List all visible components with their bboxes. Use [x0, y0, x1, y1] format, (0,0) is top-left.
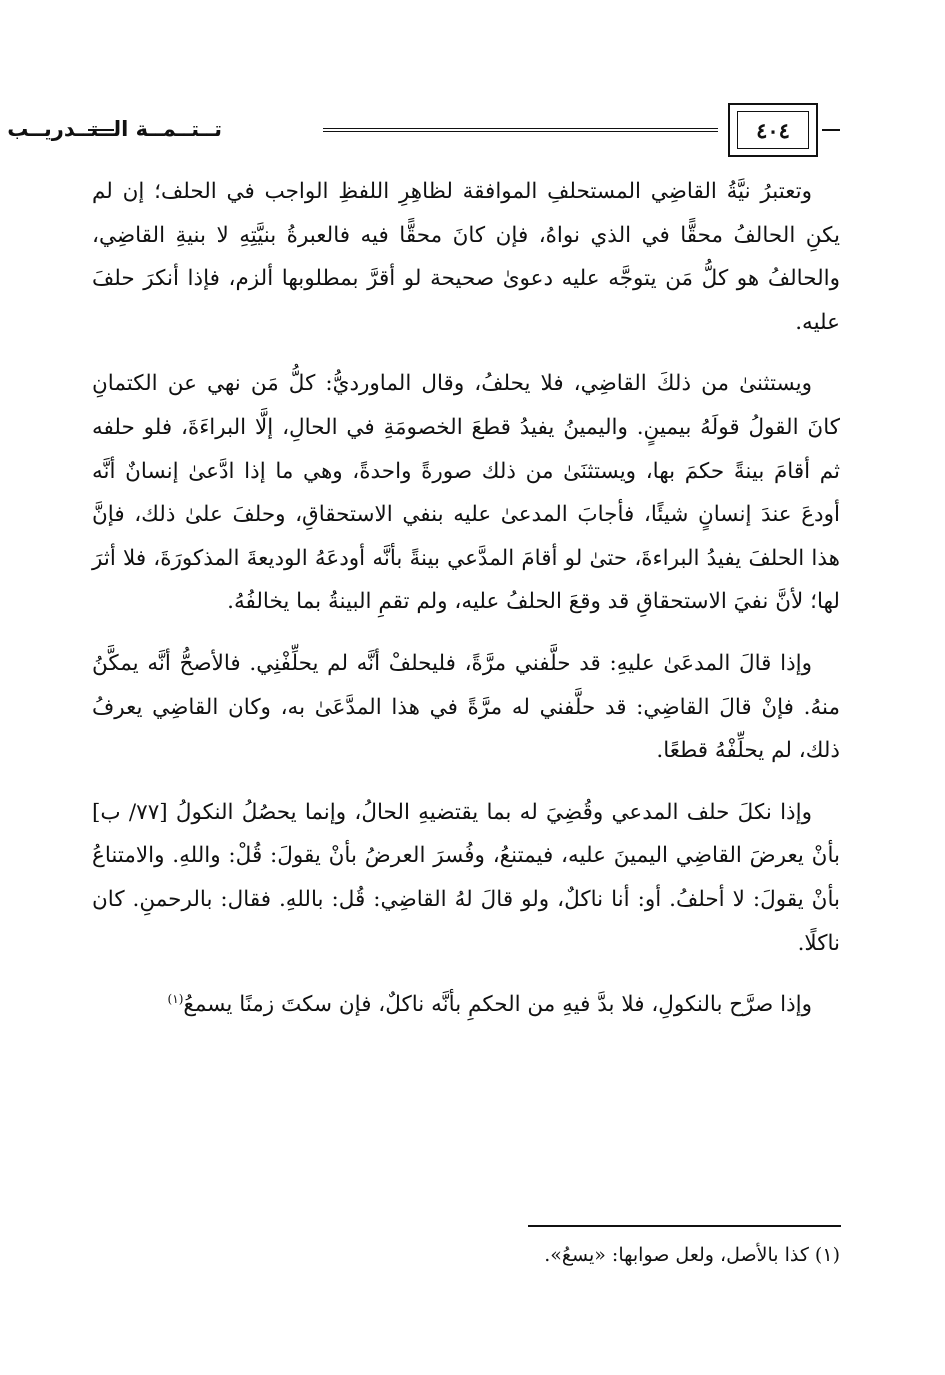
footnote: (١) كذا بالأصل، ولعل صوابها: «يسعُ». [544, 1244, 840, 1266]
footnote-separator [528, 1225, 841, 1227]
page-number: ٤٠٤ [737, 111, 809, 149]
page-number-frame [728, 103, 818, 157]
header-rule [323, 128, 718, 132]
paragraph: وإذا نكلَ حلف المدعي وقُضِيَ له بما يقتضيهِ الحالُ، وإنما يحصُلُ النكولُ [٧٧/ ب] بأنْ يعرضَ القاضِي اليمينَ عليه، فيمتنعُ، وفُسرَ العرضُ بأنْ يقولَ: قُلْ: واللهِ. والامتناعُ بأنْ يقولَ: لا أحلفُ. أو: أنا ناكلٌ، ولو قالَ لهُ القاضِي: قُل: باللهِ. فقال: بالرحمنِ. كان ناكلًا. [92, 799, 840, 956]
paragraph-last [92, 983, 840, 1027]
paragraph: ويستثنىٰ من ذلكَ القاضِي، فلا يحلفُ، وقال الماورديُّ: كلُّ مَن نهي عن الكتمانِ كانَ القولُ قولَهُ بيمينٍ. واليمينُ يفيدُ قطعَ الخصومَةِ في الحالِ، إلَّا البراءَةَ، فلو حلفه ثم أقامَ بينةً حكمَ بها، ويستثنَىٰ من ذلك صورةً واحدةً، وهي ما إذا ادَّعىٰ إنسانٌ أنَّه أودعَ عندَ إنسانٍ شيئًا، فأجابَ المدعىٰ عليه بنفي الاستحقاقِ، وحلفَ علىٰ ذلك، فإنَّ هذا الحلفَ يفيدُ البراءةَ، حتىٰ لو أقامَ المدَّعي بينةً بأنَّه أودعَهُ الوديعةَ المذكورَةَ، فلا أثرَ لها؛ لأنَّ نفيَ الاستحقاقِ قد وقعَ الحلفُ عليه، ولم تقمِ البينةُ بما يخالفُهُ. [92, 371, 840, 615]
page-header [7, 95, 840, 167]
header-dash-right [822, 129, 840, 131]
footnote-marker: (١) [167, 991, 184, 1006]
paragraph: وتعتبرُ نيَّةُ القاضِي المستحلفِ الموافقة لظاهِرِ اللفظِ الواجب في الحلف؛ إن لم يكنِ الحالفُ محقًّا في الذي نواهُ، فإن كانَ محقًّا فيه فالعبرةُ بنيَّتِهِ لا بنيةِ القاضِي، والحالفُ هو كلُّ مَن يتوجَّه عليه دعوىٰ صحيحة لو أقرَّ بمطلوبها ألزم، فإذا أنكرَ حلفَ عليه. [92, 179, 840, 335]
paragraph: وإذا قالَ المدعَىٰ عليهِ: قد حلَّفني مرَّةً، فليحلفْ أنَّه لم يحلِّفْنِي. فالأصحُّ أنَّه يمكَّنُ منهُ. فإنْ قالَ القاضِي: قد حلَّفني له مرَّةً في هذا المدَّعَىٰ به، وكان القاضِي يعرفُ ذلك، لم يحلِّفْهُ قطعًا. [92, 650, 840, 764]
paragraph-text: وإذا صرَّح بالنكولِ، فلا بدَّ فيهِ من الحكمِ بأنَّه ناكلٌ، فإن سكتَ زمنًا يسمعُ [183, 992, 812, 1018]
running-title: تــتــمــة الــتــدريــب [7, 117, 222, 141]
page-body [92, 170, 840, 1045]
